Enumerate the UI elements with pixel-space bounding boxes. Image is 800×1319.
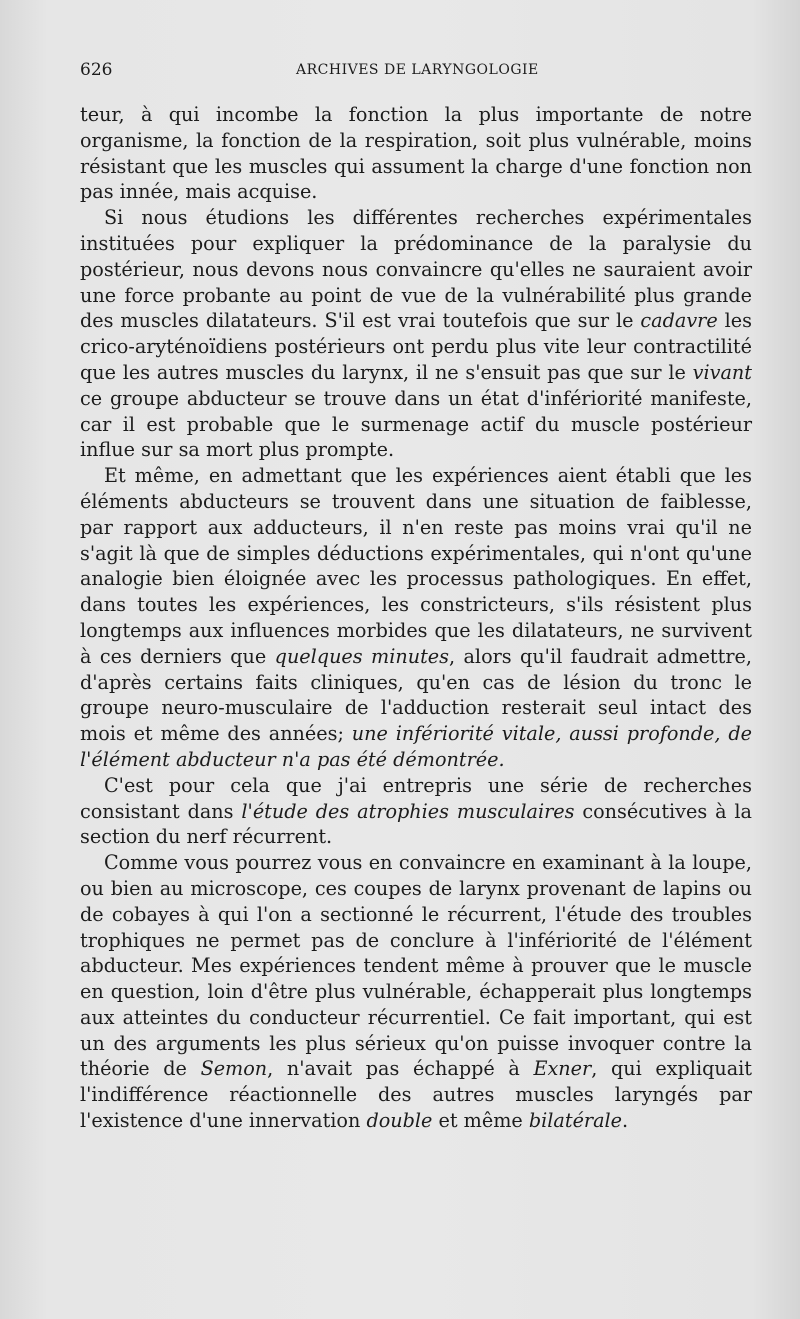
italic-span: bilatérale (528, 1109, 623, 1133)
text-span: ce groupe abducteur se trouve dans un état d'infériorité manifeste, car il est probable que le surmenage actif du muscle postérieur influe sur sa mort plus prompte. (80, 386, 752, 462)
italic-span: une infériorité vitale, aussi profonde, de l'élément abducteur n'a pas été démontrée. (80, 722, 752, 771)
text-span: Et même, en admettant que les expériences aient établi que les éléments abducteurs se trouvent dans une situation de faiblesse, par rapport aux adducteurs, il n'en reste pas moins vrai qu'il ne s'agit là que de simples déductions expérimentales, qui n'ont qu'une analogie bien éloignée avec les processus pathologiques. En effet, dans toutes les expériences, les constricteurs, s'ils résistent plus longtemps aux influences morbides que les dilatateurs, ne survivent à ces derniers que (80, 464, 752, 668)
paragraph (80, 102, 752, 205)
page-number: 626 (80, 60, 113, 80)
text-span: Comme vous pourrez vous en convaincre en examinant à la loupe, ou bien au microscope, ces coupes de larynx provenant de lapins ou de cobayes à qui l'on a sectionné le récurrent, l'étude des troubles trophiques ne permet pas de conclure à l'infériorité de l'élément abducteur. Mes expériences tendent même à prouver que le muscle en question, loin d'être plus vulnérable, échapperait plus longtemps aux atteintes du conducteur récurrentiel. Ce fait important, qui est un des arguments les plus sérieux qu'on puisse invoquer contre la théorie de (80, 851, 752, 1081)
text-span: . (622, 1109, 629, 1133)
page-header (80, 60, 752, 86)
italic-span: quelques minutes (274, 644, 449, 668)
paragraph (80, 205, 752, 463)
text-span: teur, à qui incombe la fonction la plus importante de notre organisme, la fonction de la respiration, soit plus vulnérable, moins résistant que les muscles qui assument la charge d'une fonction non pas innée, mais acquise. (80, 103, 752, 204)
text-span: , alors qu'il faudrait admettre, d'après certains faits cliniques, qu'en cas de lésion du tronc le groupe neuro-musculaire de l'adduction resterait seul intact des mois et même des années; (80, 644, 752, 746)
text-span: , n'avait pas échappé à (267, 1057, 534, 1081)
text-span: les crico-aryténoïdiens postérieurs ont perdu plus vite leur contractilité que les autres muscles du larynx, il ne s'ensuit pas que sur le (80, 309, 752, 384)
paragraph (80, 850, 752, 1134)
paragraph (80, 773, 752, 850)
text-span: C'est pour cela que j'ai entrepris une série de recherches consistant dans (80, 773, 752, 823)
italic-span: cadavre (640, 309, 718, 333)
italic-span: double (366, 1109, 433, 1133)
text-span: , qui expliquait l'indifférence réactionnelle des autres muscles laryngés par l'existence d'une innervation (80, 1057, 753, 1133)
italic-span: Exner (533, 1057, 592, 1081)
italic-span: l'étude des atrophies musculaires (241, 799, 575, 823)
body-text (80, 102, 752, 1134)
text-span: et même (432, 1109, 529, 1133)
italic-span: vivant (692, 360, 752, 384)
paragraph (80, 463, 752, 773)
text-span: consécutives à la section du nerf récurrent. (80, 799, 752, 849)
text-span: Si nous étudions les différentes recherches expérimentales instituées pour expliquer la prédominance de la paralysie du postérieur, nous devons nous convaincre qu'elles ne sauraient avoir une force probante au point de vue de la vulnérabilité plus grande des muscles dilatateurs. S'il est vrai toutefois que sur le (80, 206, 752, 333)
running-head: ARCHIVES DE LARYNGOLOGIE (296, 62, 539, 78)
italic-span: Semon (200, 1057, 268, 1081)
